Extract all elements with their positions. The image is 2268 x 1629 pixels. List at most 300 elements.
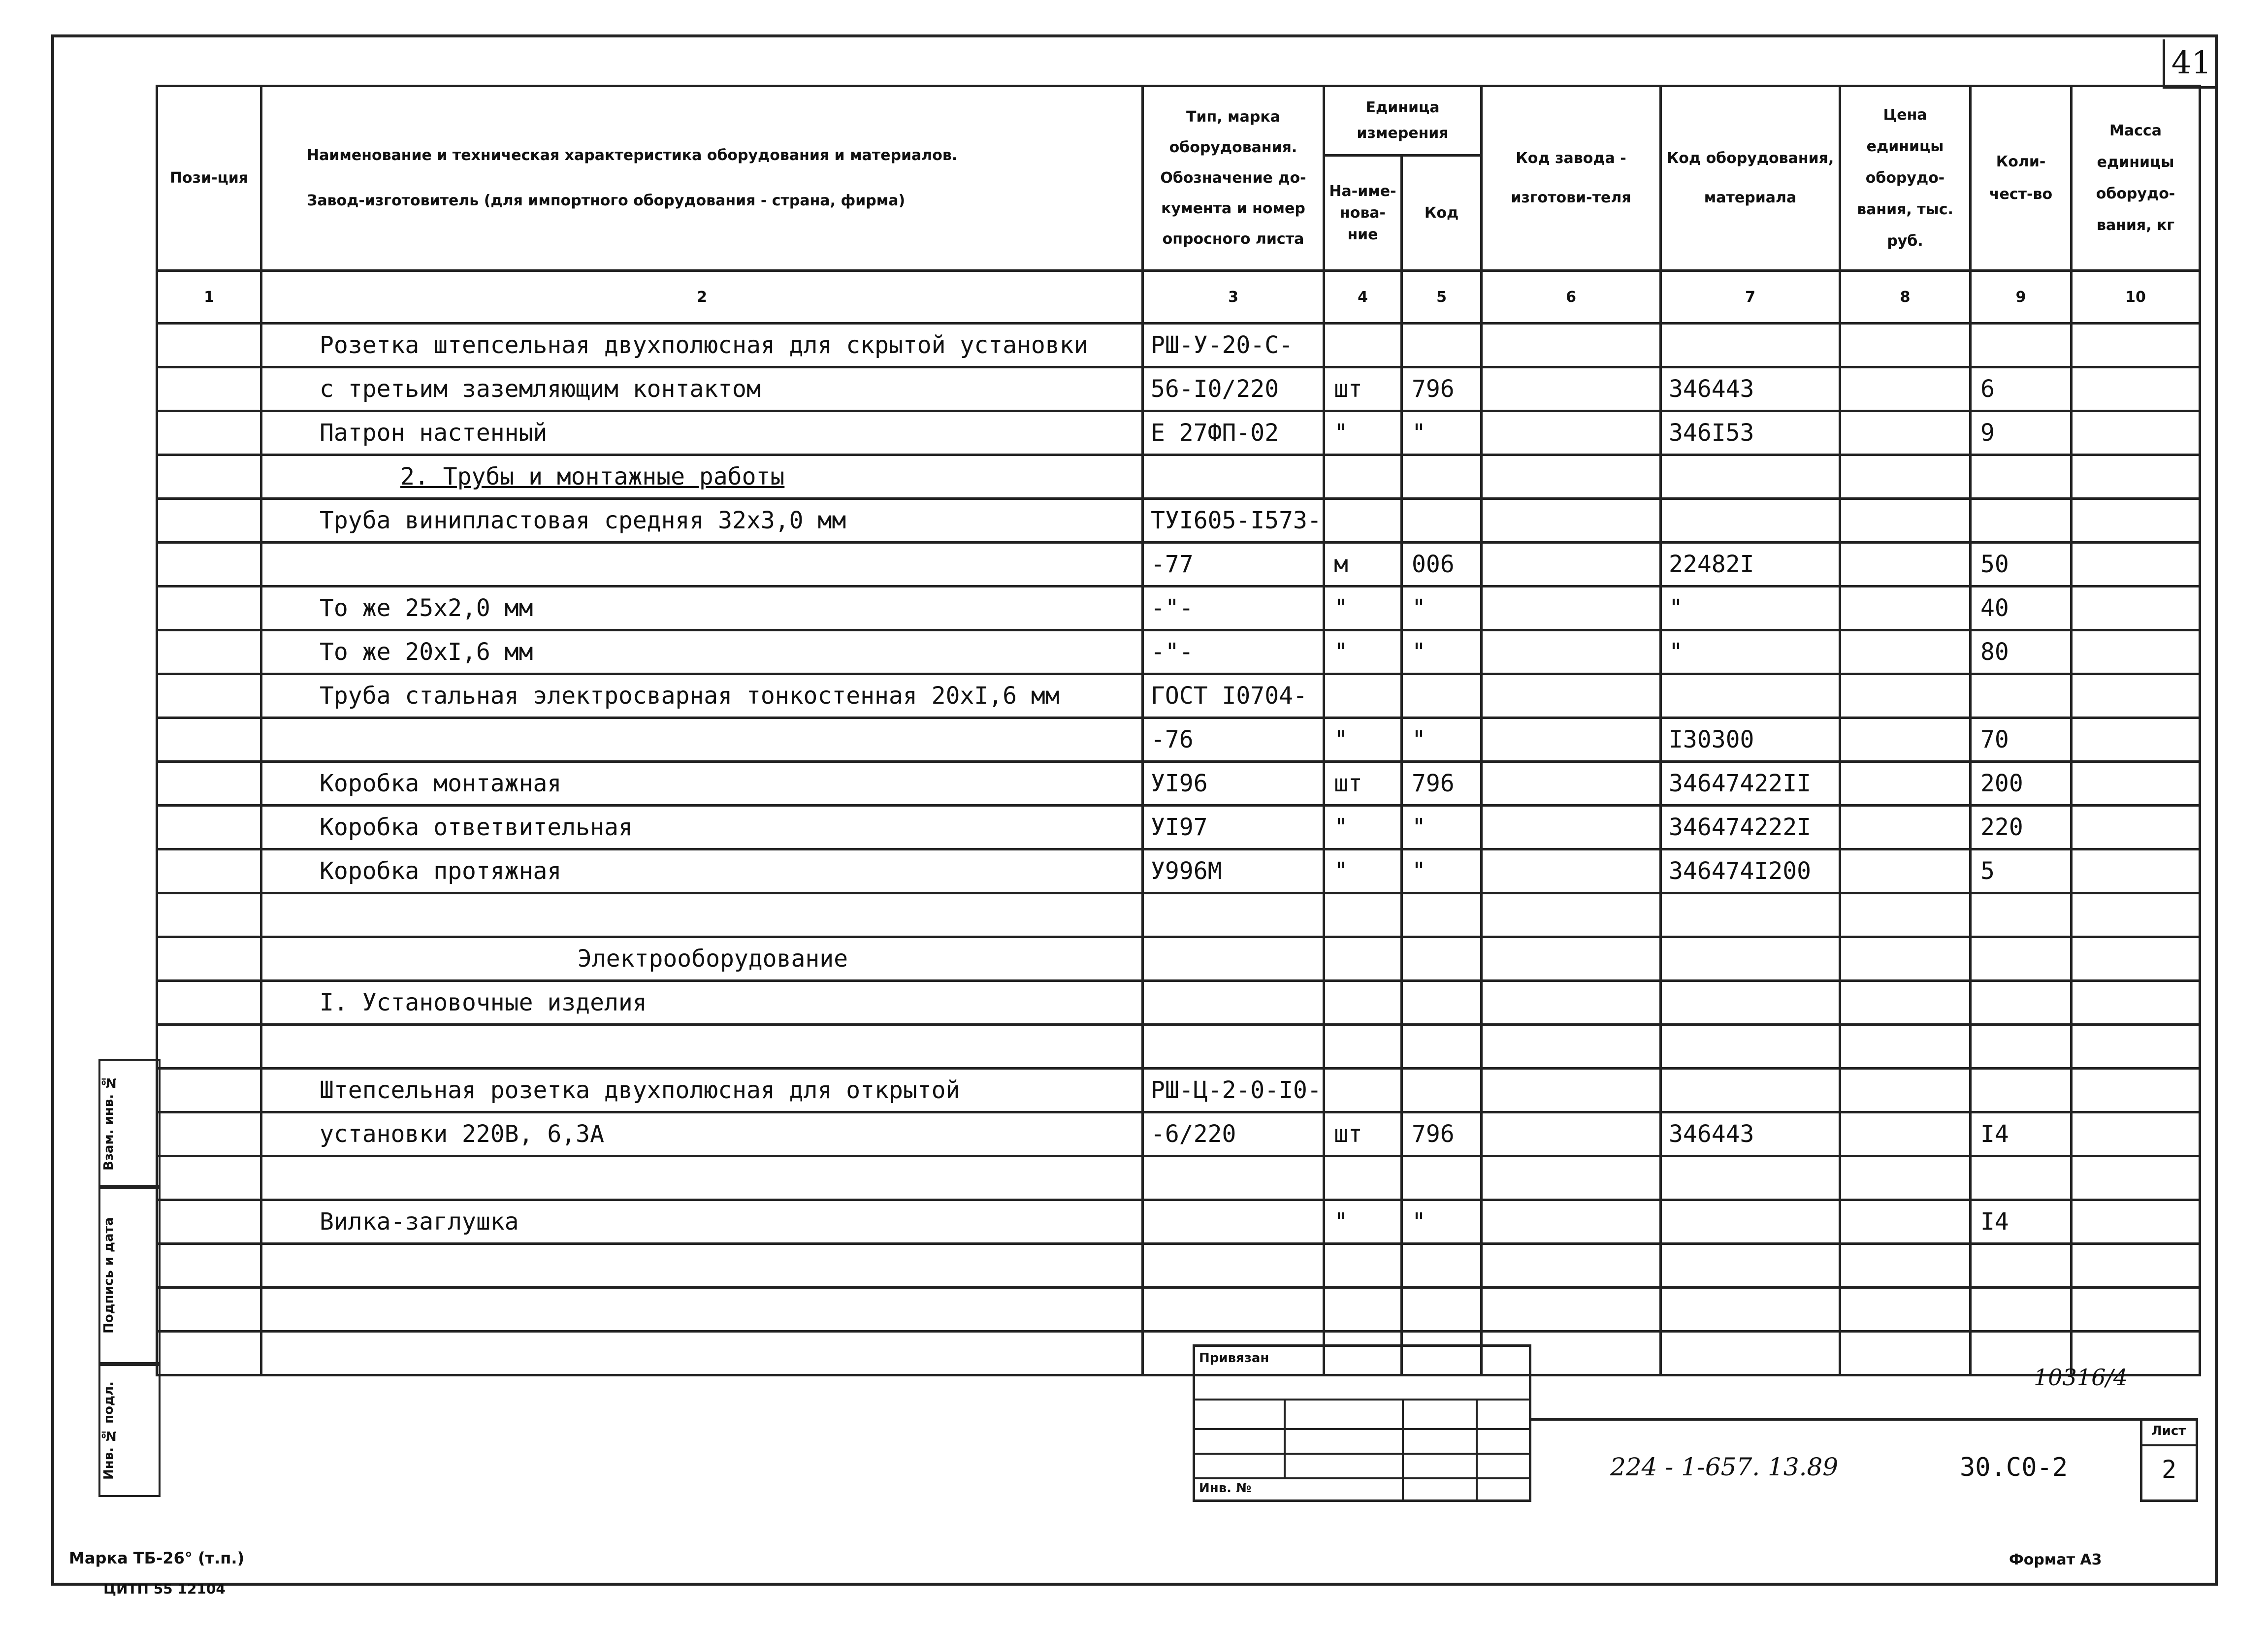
cell-price (1840, 1025, 1971, 1069)
table-row (157, 1025, 2200, 1069)
table-row (157, 981, 2200, 1025)
cell-price (1840, 367, 1971, 411)
cell-price (1840, 674, 1971, 718)
cell-code (1661, 1288, 1840, 1332)
cell-unit: шт (1324, 1112, 1402, 1156)
cell-mass (2072, 499, 2200, 543)
table-row (157, 1244, 2200, 1288)
cell-name: Электрооборудование (261, 937, 1143, 981)
column-number-row (157, 271, 2200, 324)
stamp-line (1195, 1477, 1529, 1479)
column-number: 9 (1971, 271, 2072, 324)
table-row (157, 411, 2200, 455)
cell-plant (1482, 1288, 1661, 1332)
cell-code (1661, 1025, 1840, 1069)
cell-qty: 220 (1971, 806, 2072, 849)
cell-pos (157, 1244, 261, 1288)
sheet-number: 2 (2161, 1455, 2177, 1484)
table-row (157, 937, 2200, 981)
cell-plant (1482, 1069, 1661, 1112)
cell-mass (2072, 630, 2200, 674)
cell-ucode (1402, 893, 1482, 937)
print-code: ЦИТП 55 12104 (103, 1581, 226, 1597)
header-position: Пози-ция (157, 86, 261, 271)
side-label-vzam (101, 1061, 127, 1185)
cell-qty (1971, 455, 2072, 499)
cell-pos (157, 937, 261, 981)
sheet-corner-text: 41 (2171, 45, 2212, 81)
cell-name: Коробка монтажная (261, 762, 1143, 806)
cell-code: I30300 (1661, 718, 1840, 762)
cell-plant (1482, 499, 1661, 543)
cell-name (261, 1025, 1143, 1069)
header-price: Цена единицы оборудо-вания, тыс. руб. (1840, 86, 1971, 271)
cell-plant (1482, 1156, 1661, 1200)
cell-price (1840, 1069, 1971, 1112)
cell-unit (1324, 1156, 1402, 1200)
cell-mass (2072, 586, 2200, 630)
cell-unit (1324, 1069, 1402, 1112)
cell-pos (157, 1156, 261, 1200)
cell-qty (1971, 1288, 2072, 1332)
cell-name: Штепсельная розетка двухполюсная для открытой (261, 1069, 1143, 1112)
specification-table (156, 85, 2201, 1376)
column-number: 1 (157, 271, 261, 324)
cell-unit (1324, 937, 1402, 981)
cell-mass (2072, 893, 2200, 937)
cell-ucode: 006 (1402, 543, 1482, 586)
cell-pos (157, 543, 261, 586)
form-mark: Марка ТБ-26° (т.п.) (69, 1549, 245, 1567)
cell-price (1840, 762, 1971, 806)
cell-mass (2072, 411, 2200, 455)
cell-unit: " (1324, 630, 1402, 674)
cell-type: -77 (1143, 543, 1324, 586)
cell-name (261, 1244, 1143, 1288)
cell-mass (2072, 1200, 2200, 1244)
cell-mass (2072, 981, 2200, 1025)
sheet-label: Лист (2151, 1424, 2186, 1438)
cell-price (1840, 586, 1971, 630)
cell-pos (157, 455, 261, 499)
stamp-line (2142, 1444, 2196, 1446)
header-unit-name: На-име-нова-ние (1324, 156, 1402, 271)
column-number: 4 (1324, 271, 1402, 324)
column-number: 7 (1661, 271, 1840, 324)
cell-qty (1971, 937, 2072, 981)
cell-pos (157, 1200, 261, 1244)
cell-qty: 5 (1971, 849, 2072, 893)
cell-type (1143, 1244, 1324, 1288)
column-number: 10 (2072, 271, 2200, 324)
column-number: 8 (1840, 271, 1971, 324)
table-row (157, 893, 2200, 937)
cell-unit (1324, 324, 1402, 367)
cell-unit: " (1324, 411, 1402, 455)
cell-unit: " (1324, 586, 1402, 630)
cell-plant (1482, 324, 1661, 367)
cell-plant (1482, 1025, 1661, 1069)
cell-code (1661, 674, 1840, 718)
column-number: 3 (1143, 271, 1324, 324)
side-label-inv (101, 1366, 127, 1495)
cell-type: -"- (1143, 586, 1324, 630)
cell-ucode (1402, 1244, 1482, 1288)
cell-ucode: " (1402, 411, 1482, 455)
cell-mass (2072, 324, 2200, 367)
column-number: 2 (261, 271, 1143, 324)
specification-body (157, 324, 2200, 1375)
cell-plant (1482, 937, 1661, 981)
cell-mass (2072, 543, 2200, 586)
cell-ucode (1402, 1069, 1482, 1112)
cell-code: 346443 (1661, 1112, 1840, 1156)
cell-price (1840, 1244, 1971, 1288)
cell-type (1143, 893, 1324, 937)
cell-mass (2072, 1112, 2200, 1156)
cell-pos (157, 981, 261, 1025)
cell-qty (1971, 1025, 2072, 1069)
cell-price (1840, 981, 1971, 1025)
table-row (157, 849, 2200, 893)
cell-code: " (1661, 586, 1840, 630)
header-name-line2: Завод-изготовитель (для импортного оборудования - страна, фирма) (307, 192, 906, 209)
cell-qty: 40 (1971, 586, 2072, 630)
cell-ucode: " (1402, 806, 1482, 849)
table-row (157, 367, 2200, 411)
cell-code (1661, 1332, 1840, 1375)
cell-type (1143, 455, 1324, 499)
table-row (157, 455, 2200, 499)
cell-type (1143, 1025, 1324, 1069)
side-cell-vzam (98, 1059, 161, 1187)
header-unit: Единица измерения (1324, 86, 1482, 156)
header-row-1 (157, 86, 2200, 156)
cell-qty (1971, 324, 2072, 367)
cell-ucode (1402, 455, 1482, 499)
cell-ucode: 796 (1402, 367, 1482, 411)
cell-pos (157, 1332, 261, 1375)
cell-ucode: " (1402, 586, 1482, 630)
title-block-line (1531, 1418, 2198, 1421)
cell-mass (2072, 937, 2200, 981)
sheet-code: 30.С0-2 (1960, 1453, 2068, 1482)
cell-ucode (1402, 937, 1482, 981)
table-row (157, 1112, 2200, 1156)
cell-unit (1324, 893, 1402, 937)
cell-type: УI96 (1143, 762, 1324, 806)
cell-pos (157, 762, 261, 806)
cell-type: ТУI605-I573- (1143, 499, 1324, 543)
cell-pos (157, 674, 261, 718)
column-number: 6 (1482, 271, 1661, 324)
cell-unit (1324, 1025, 1402, 1069)
header-name (261, 86, 1143, 271)
cell-unit: " (1324, 718, 1402, 762)
cell-pos (157, 1288, 261, 1332)
cell-name: Коробка ответвительная (261, 806, 1143, 849)
cell-qty (1971, 1156, 2072, 1200)
cell-type: -"- (1143, 630, 1324, 674)
cell-mass (2072, 1069, 2200, 1112)
cell-plant (1482, 367, 1661, 411)
cell-unit: " (1324, 806, 1402, 849)
cell-price (1840, 1156, 1971, 1200)
cell-pos (157, 1112, 261, 1156)
cell-name: Розетка штепсельная двухполюсная для скрытой установки (261, 324, 1143, 367)
stamp-line (1195, 1453, 1529, 1455)
header-name-line1: Наименование и техническая характеристика оборудования и материалов. (307, 147, 958, 164)
cell-name: Коробка протяжная (261, 849, 1143, 893)
cell-price (1840, 1288, 1971, 1332)
table-row (157, 718, 2200, 762)
cell-unit (1324, 499, 1402, 543)
cell-pos (157, 718, 261, 762)
header-quantity: Коли-чест-во (1971, 86, 2072, 271)
binding-stamp-label: Привязан (1199, 1351, 1269, 1366)
cell-name (261, 1288, 1143, 1332)
cell-price (1840, 1112, 1971, 1156)
cell-plant (1482, 849, 1661, 893)
cell-unit (1324, 674, 1402, 718)
cell-qty: 80 (1971, 630, 2072, 674)
cell-unit: м (1324, 543, 1402, 586)
header-plant-code: Код завода - изготови-теля (1482, 86, 1661, 271)
cell-type: У996М (1143, 849, 1324, 893)
cell-qty: I4 (1971, 1200, 2072, 1244)
cell-type (1143, 1200, 1324, 1244)
cell-price (1840, 937, 1971, 981)
header-mass: Масса единицы оборудо-вания, кг (2072, 86, 2200, 271)
cell-name: установки 220В, 6,3А (261, 1112, 1143, 1156)
sheet-corner-number (2163, 39, 2218, 89)
cell-pos (157, 1069, 261, 1112)
table-row (157, 1332, 2200, 1375)
table-row (157, 1288, 2200, 1332)
cell-qty: 200 (1971, 762, 2072, 806)
cell-name: I. Установочные изделия (261, 981, 1143, 1025)
cell-plant (1482, 806, 1661, 849)
cell-type: -76 (1143, 718, 1324, 762)
cell-code: 346I53 (1661, 411, 1840, 455)
cell-qty: 50 (1971, 543, 2072, 586)
cell-name: Патрон настенный (261, 411, 1143, 455)
stamp-line (1476, 1399, 1478, 1502)
cell-price (1840, 324, 1971, 367)
cell-code (1661, 499, 1840, 543)
cell-ucode: " (1402, 718, 1482, 762)
cell-ucode: 796 (1402, 762, 1482, 806)
cell-ucode: " (1402, 630, 1482, 674)
cell-code: 346474222I (1661, 806, 1840, 849)
table-row (157, 762, 2200, 806)
cell-name (261, 718, 1143, 762)
cell-unit: шт (1324, 367, 1402, 411)
cell-mass (2072, 1244, 2200, 1288)
cell-price (1840, 630, 1971, 674)
cell-name (261, 543, 1143, 586)
document-code: 224 - 1-657. 13.89 (1610, 1453, 1839, 1481)
cell-plant (1482, 981, 1661, 1025)
cell-qty (1971, 1244, 2072, 1288)
cell-price (1840, 455, 1971, 499)
stamp-line (1195, 1428, 1529, 1430)
table-row (157, 499, 2200, 543)
table-row (157, 1069, 2200, 1112)
cell-type: 56-I0/220 (1143, 367, 1324, 411)
cell-ucode: " (1402, 849, 1482, 893)
cell-plant (1482, 1200, 1661, 1244)
cell-mass (2072, 718, 2200, 762)
cell-code (1661, 893, 1840, 937)
cell-mass (2072, 1156, 2200, 1200)
cell-name: Труба стальная электросварная тонкостенная 20хI,6 мм (261, 674, 1143, 718)
stamp-line (1284, 1399, 1286, 1477)
table-row (157, 324, 2200, 367)
cell-code (1661, 1156, 1840, 1200)
table-row (157, 1156, 2200, 1200)
cell-code (1661, 1069, 1840, 1112)
cell-price (1840, 849, 1971, 893)
cell-plant (1482, 674, 1661, 718)
cell-unit: " (1324, 849, 1402, 893)
cell-unit (1324, 1244, 1402, 1288)
cell-type: УI97 (1143, 806, 1324, 849)
cell-mass (2072, 1288, 2200, 1332)
cell-name: Вилка-заглушка (261, 1200, 1143, 1244)
cell-type: РШ-Ц-2-0-I0- (1143, 1069, 1324, 1112)
cell-code (1661, 455, 1840, 499)
cell-type: Е 27ФП-02 (1143, 411, 1324, 455)
cell-ucode: " (1402, 1200, 1482, 1244)
cell-type (1143, 937, 1324, 981)
cell-ucode (1402, 1288, 1482, 1332)
table-row (157, 543, 2200, 586)
cell-name: То же 25х2,0 мм (261, 586, 1143, 630)
cell-name: То же 20хI,6 мм (261, 630, 1143, 674)
table-row (157, 1200, 2200, 1244)
cell-pos (157, 586, 261, 630)
cell-qty (1971, 981, 2072, 1025)
side-label-vzam-text: Взам. инв. № (101, 1075, 116, 1171)
cell-pos (157, 367, 261, 411)
cell-type (1143, 1156, 1324, 1200)
cell-ucode (1402, 1025, 1482, 1069)
cell-plant (1482, 586, 1661, 630)
cell-pos (157, 1025, 261, 1069)
cell-qty: 70 (1971, 718, 2072, 762)
cell-type (1143, 1288, 1324, 1332)
cell-mass (2072, 849, 2200, 893)
cell-mass (2072, 1025, 2200, 1069)
cell-mass (2072, 806, 2200, 849)
cell-qty (1971, 499, 2072, 543)
cell-qty: I4 (1971, 1112, 2072, 1156)
cell-name: Труба винипластовая средняя 32х3,0 мм (261, 499, 1143, 543)
cell-ucode (1402, 1156, 1482, 1200)
cell-plant (1482, 411, 1661, 455)
cell-name (261, 893, 1143, 937)
cell-name (261, 1156, 1143, 1200)
cell-ucode (1402, 324, 1482, 367)
side-label-podpis (101, 1189, 127, 1362)
cell-mass (2072, 674, 2200, 718)
cell-code: 34647422II (1661, 762, 1840, 806)
header-unit-code: Код (1402, 156, 1482, 271)
cell-unit (1324, 981, 1402, 1025)
cell-code (1661, 937, 1840, 981)
cell-price (1840, 411, 1971, 455)
cell-qty: 9 (1971, 411, 2072, 455)
cell-ucode (1402, 674, 1482, 718)
cell-name: с третьим заземляющим контактом (261, 367, 1143, 411)
column-number: 5 (1402, 271, 1482, 324)
table-row (157, 806, 2200, 849)
cell-pos (157, 849, 261, 893)
cell-type (1143, 981, 1324, 1025)
cell-qty (1971, 893, 2072, 937)
cell-price (1840, 806, 1971, 849)
header-type: Тип, марка оборудования. Обозначение до-кумента и номер опросного листа (1143, 86, 1324, 271)
cell-mass (2072, 455, 2200, 499)
paper-format: Формат А3 (2009, 1551, 2102, 1568)
cell-code (1661, 1200, 1840, 1244)
table-row (157, 586, 2200, 630)
cell-ucode: 796 (1402, 1112, 1482, 1156)
cell-qty (1971, 1069, 2072, 1112)
cell-plant (1482, 543, 1661, 586)
side-label-podpis-text: Подпись и дата (101, 1217, 116, 1334)
stamp-line (1402, 1399, 1404, 1502)
cell-qty (1971, 674, 2072, 718)
stamp-line (1195, 1399, 1529, 1401)
cell-ucode (1402, 981, 1482, 1025)
cell-code: 22482I (1661, 543, 1840, 586)
cell-plant (1482, 455, 1661, 499)
archive-number: 10316/4 (2034, 1364, 2128, 1391)
cell-code: " (1661, 630, 1840, 674)
side-label-inv-text: Инв. № подл. (101, 1381, 116, 1480)
cell-unit (1324, 1288, 1402, 1332)
cell-plant (1482, 762, 1661, 806)
cell-unit: шт (1324, 762, 1402, 806)
cell-plant (1482, 630, 1661, 674)
cell-price (1840, 1200, 1971, 1244)
inventory-number-label: Инв. № (1199, 1481, 1252, 1496)
table-row (157, 630, 2200, 674)
cell-name (261, 1332, 1143, 1375)
cell-code: 346474I200 (1661, 849, 1840, 893)
cell-unit (1324, 455, 1402, 499)
cell-unit: " (1324, 1200, 1402, 1244)
cell-type: ГОСТ I0704- (1143, 674, 1324, 718)
cell-ucode (1402, 499, 1482, 543)
cell-code: 346443 (1661, 367, 1840, 411)
cell-price (1840, 499, 1971, 543)
side-stamp (98, 1059, 161, 1502)
cell-mass (2072, 762, 2200, 806)
cell-mass (2072, 367, 2200, 411)
binding-stamp (1193, 1344, 1531, 1502)
header-equipment-code: Код оборудования, материала (1661, 86, 1840, 271)
side-cell-podpis (98, 1187, 161, 1364)
cell-type: -6/220 (1143, 1112, 1324, 1156)
cell-qty: 6 (1971, 367, 2072, 411)
cell-name: 2. Трубы и монтажные работы (261, 455, 1143, 499)
cell-pos (157, 499, 261, 543)
cell-pos (157, 893, 261, 937)
table-row (157, 674, 2200, 718)
